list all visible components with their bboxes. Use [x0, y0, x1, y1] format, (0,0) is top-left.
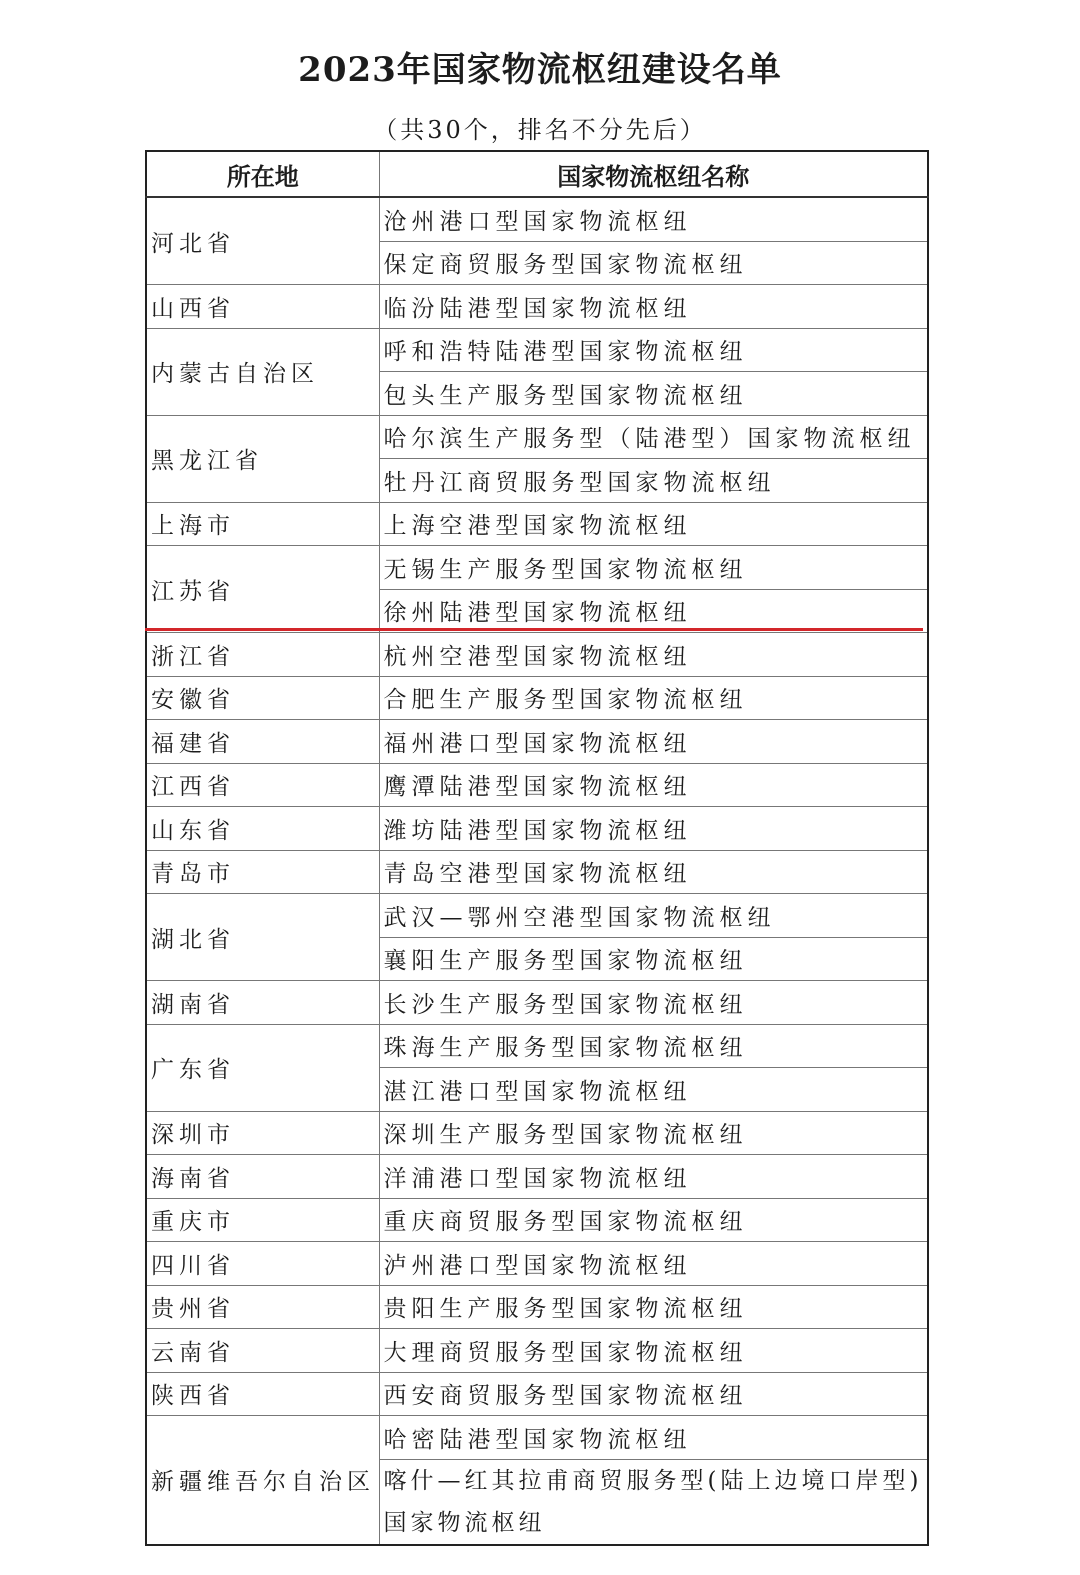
- location-cell: 安徽省: [146, 676, 379, 720]
- table-row: [146, 850, 928, 894]
- hub-name-cell: 呼和浩特陆港型国家物流枢纽: [379, 328, 928, 372]
- hub-name-cell: 沧州港口型国家物流枢纽: [379, 197, 928, 241]
- hub-name-cell: 临汾陆港型国家物流枢纽: [379, 285, 928, 329]
- location-cell: 重庆市: [146, 1198, 379, 1242]
- location-cell: 贵州省: [146, 1285, 379, 1329]
- hub-name-cell: 贵阳生产服务型国家物流枢纽: [379, 1285, 928, 1329]
- page-subtitle: （共30个，排名不分先后）: [373, 116, 707, 144]
- hub-name-cell: 青岛空港型国家物流枢纽: [379, 850, 928, 894]
- table-row: [146, 1024, 928, 1068]
- hub-name-cell: 哈尔滨生产服务型（陆港型）国家物流枢纽: [379, 415, 928, 459]
- table-row: [146, 546, 928, 590]
- location-cell: 广东省: [146, 1024, 379, 1111]
- red-underline-mark: [145, 628, 923, 631]
- table-row: [146, 807, 928, 851]
- table-row: [146, 415, 928, 459]
- hub-name-cell: 潍坊陆港型国家物流枢纽: [379, 807, 928, 851]
- hub-name-cell: 重庆商贸服务型国家物流枢纽: [379, 1198, 928, 1242]
- hub-name-cell: 武汉—鄂州空港型国家物流枢纽: [379, 894, 928, 938]
- hub-name-cell: 珠海生产服务型国家物流枢纽: [379, 1024, 928, 1068]
- hub-name-cell: 牡丹江商贸服务型国家物流枢纽: [379, 459, 928, 503]
- hub-name-cell: 无锡生产服务型国家物流枢纽: [379, 546, 928, 590]
- page-title: 2023年国家物流枢纽建设名单: [298, 50, 782, 90]
- table-row: [146, 328, 928, 372]
- location-cell: 湖北省: [146, 894, 379, 981]
- hub-name-cell: 鹰潭陆港型国家物流枢纽: [379, 763, 928, 807]
- table-row: [146, 1198, 928, 1242]
- table-row: [146, 676, 928, 720]
- location-cell: 深圳市: [146, 1111, 379, 1155]
- location-cell: 江苏省: [146, 546, 379, 633]
- hub-name-cell: 福州港口型国家物流枢纽: [379, 720, 928, 764]
- logistics-hub-table: [145, 150, 929, 1546]
- table-row: [146, 1416, 928, 1460]
- column-header-location: 所在地: [146, 151, 379, 197]
- table-row: [146, 981, 928, 1025]
- table-row: [146, 1111, 928, 1155]
- hub-name-cell: 长沙生产服务型国家物流枢纽: [379, 981, 928, 1025]
- table-header-row: [146, 151, 928, 197]
- hub-name-cell: 上海空港型国家物流枢纽: [379, 502, 928, 546]
- hub-name-cell: 湛江港口型国家物流枢纽: [379, 1068, 928, 1112]
- location-cell: 黑龙江省: [146, 415, 379, 502]
- location-cell: 山东省: [146, 807, 379, 851]
- hub-name-cell: 包头生产服务型国家物流枢纽: [379, 372, 928, 416]
- hub-name-cell: 保定商贸服务型国家物流枢纽: [379, 241, 928, 285]
- location-cell: 上海市: [146, 502, 379, 546]
- location-cell: 内蒙古自治区: [146, 328, 379, 415]
- table-row: [146, 1372, 928, 1416]
- table-row: [146, 1285, 928, 1329]
- location-cell: 海南省: [146, 1155, 379, 1199]
- location-cell: 江西省: [146, 763, 379, 807]
- table-row: [146, 502, 928, 546]
- column-header-hub-name: 国家物流枢纽名称: [379, 151, 928, 197]
- location-cell: 四川省: [146, 1242, 379, 1286]
- location-cell: 青岛市: [146, 850, 379, 894]
- hub-name-cell: 泸州港口型国家物流枢纽: [379, 1242, 928, 1286]
- hub-name-cell: 哈密陆港型国家物流枢纽: [379, 1416, 928, 1460]
- table-row: [146, 197, 928, 241]
- location-cell: 山西省: [146, 285, 379, 329]
- location-cell: 河北省: [146, 197, 379, 285]
- hub-name-cell: 洋浦港口型国家物流枢纽: [379, 1155, 928, 1199]
- hub-name-cell: 襄阳生产服务型国家物流枢纽: [379, 937, 928, 981]
- table-row: [146, 1242, 928, 1286]
- hub-name-cell: 合肥生产服务型国家物流枢纽: [379, 676, 928, 720]
- table-row: [146, 763, 928, 807]
- location-cell: 新疆维吾尔自治区: [146, 1416, 379, 1545]
- hub-name-cell: 深圳生产服务型国家物流枢纽: [379, 1111, 928, 1155]
- hub-name-cell: 西安商贸服务型国家物流枢纽: [379, 1372, 928, 1416]
- table-row: [146, 1155, 928, 1199]
- table-row: [146, 285, 928, 329]
- table-row: [146, 894, 928, 938]
- table-row: [146, 720, 928, 764]
- location-cell: 云南省: [146, 1329, 379, 1373]
- location-cell: 福建省: [146, 720, 379, 764]
- hub-name-cell: 大理商贸服务型国家物流枢纽: [379, 1329, 928, 1373]
- location-cell: 陕西省: [146, 1372, 379, 1416]
- hub-name-cell: 徐州陆港型国家物流枢纽: [379, 589, 928, 633]
- table-row: [146, 633, 928, 677]
- hub-name-cell: 杭州空港型国家物流枢纽: [379, 633, 928, 677]
- location-cell: 湖南省: [146, 981, 379, 1025]
- hub-name-cell: 喀什—红其拉甫商贸服务型(陆上边境口岸型)国家物流枢纽: [379, 1459, 928, 1545]
- location-cell: 浙江省: [146, 633, 379, 677]
- table-row: [146, 1329, 928, 1373]
- table-body: [146, 197, 928, 1545]
